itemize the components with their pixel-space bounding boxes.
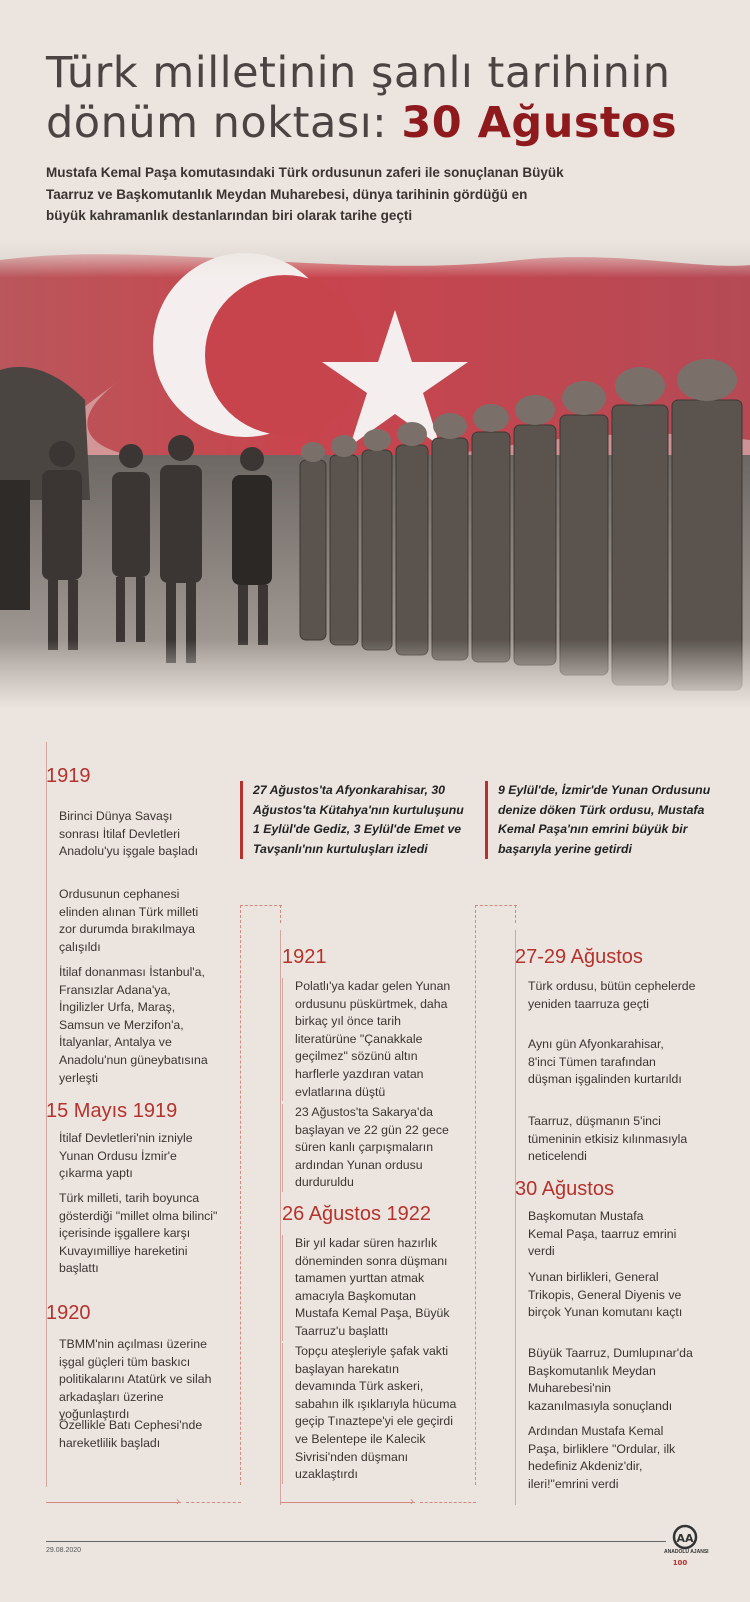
agency-name: ANADOLU AJANSI xyxy=(664,1549,709,1555)
col2-1922-item2: Topçu ateşleriyle şafak vakti başlayan harekatın devamında Türk askeri, sabahın ilk ışıklarıyla hücuma geçip Tınaztepe'yi ele geçirdi ve Belentepe ile Kalecik Sivrisi'nden düşmanı uzaklaştırdı xyxy=(282,1343,457,1484)
col3-year-27-29-agustos: 27-29 Ağustos xyxy=(515,946,643,968)
col3-30-item4: Ardından Mustafa Kemal Paşa, birliklere "Ordular, ilk hedefiniz Akdeniz'dir, ileri!"emrini verdi xyxy=(515,1423,690,1493)
col1-1919-item3: İtilaf donanması İstanbul'a, Fransızlar Adana'ya, İngilizler Urfa, Maraş, Samsun ve Merzifon'a, İtalyanlar, Antalya ve Anadolu'nun güneybatısına yerleşti xyxy=(46,964,214,1087)
footer-date: 29.08.2020 xyxy=(46,1547,82,1554)
connector-3b-dashed xyxy=(515,905,516,923)
col1-1919-item2: Ordusunun cephanesi elinden alınan Türk milleti zor durumda bırakılmaya çalışıldı xyxy=(46,886,214,956)
col2-arrow-head-icon: › xyxy=(410,1494,414,1508)
col1-year-1919: 1919 xyxy=(46,765,91,787)
col1-year-15-mayis-1919: 15 Mayıs 1919 xyxy=(46,1100,178,1122)
col3-27-item2: Aynı gün Afyonkarahisar, 8'inci Tümen tarafından düşman işgalinden kurtarıldı xyxy=(515,1036,690,1089)
title-line1: Türk milletinin şanlı tarihinin xyxy=(46,48,671,98)
col1-arrow-head-icon: › xyxy=(176,1494,180,1508)
col2-1921-item1: Polatlı'ya kadar gelen Yunan ordusunu püskürtmek, daha birkaç yıl önce tarih literatürüne "Çanakkale geçilmez" sözünü altın harflerle yazdıran vatan evlatlarına düştü xyxy=(282,978,460,1101)
col3-30-item3: Büyük Taarruz, Dumlupınar'da Başkomutanlık Meydan Muharebesi'nin kazanılmasıyla sonuçlandı xyxy=(515,1345,695,1415)
title-highlight: 30 Ağustos xyxy=(401,98,678,148)
logo-mark: AA xyxy=(676,1532,694,1545)
col1-mayis-item1: İtilaf Devletleri'nin izniyle Yunan Ordusu İzmir'e çıkarma yaptı xyxy=(46,1130,214,1183)
anadolu-agency-logo-icon xyxy=(660,1523,710,1573)
col3-30-item2: Yunan birlikleri, General Trikopis, General Diyenis ve birçok Yunan komutanı kaçtı xyxy=(515,1269,690,1322)
col1-mayis-item2: Türk milleti, tarih boyunca gösterdiği "millet olma bilinci" içerisinde işgallere karşı Kuvayımilliye hareketini başlattı xyxy=(46,1190,226,1278)
col1-1920-item1: TBMM'nin açılması üzerine işgal güçleri tüm baskıcı politikalarını Atatürk ve silah arkadaşları üzerine yoğunlaştırdı xyxy=(46,1336,214,1424)
footer-divider xyxy=(46,1541,666,1542)
col1-year-1920: 1920 xyxy=(46,1302,91,1324)
col3-27-item1: Türk ordusu, bütün cephelerde yeniden taarruza geçti xyxy=(515,978,700,1013)
col2-1922-item1: Bir yıl kadar süren hazırlık döneminden sonra düşmanı tamamen yurttan atmak amacıyla Başkomutan Mustafa Kemal Paşa, Büyük Taarruz'u başlattı xyxy=(282,1235,457,1341)
connector-2b-dashed xyxy=(280,905,281,923)
col3-year-30-agustos: 30 Ağustos xyxy=(515,1178,614,1200)
connector-1-dashed xyxy=(186,1502,241,1503)
col1-1919-item1: Birinci Dünya Savaşı sonrası İtilaf Devletleri Anadolu'yu işgale başladı xyxy=(46,808,214,861)
col1-arrow-line xyxy=(46,1502,181,1503)
title-line2: dönüm noktası: xyxy=(46,98,402,148)
logo-anniversary: 100 xyxy=(672,1559,688,1567)
page-title xyxy=(46,48,726,148)
col1-1920-item2: Özellikle Batı Cephesi'nde hareketlilik başladı xyxy=(46,1417,214,1452)
connector-2-dashed xyxy=(240,905,282,1485)
col2-year-26-agustos-1922: 26 Ağustos 1922 xyxy=(282,1203,432,1225)
subtitle: Mustafa Kemal Paşa komutasındaki Türk ordusunun zaferi ile sonuçlanan Büyük Taarruz ve Başkomutanlık Meydan Muharebesi, dünya tarihinin gördüğü en büyük kahramanlık destanlarından biri olarak tarihe geçti xyxy=(46,165,564,223)
connector-4-dashed xyxy=(420,1502,476,1503)
quote-1: 27 Ağustos'ta Afyonkarahisar, 30 Ağustos'ta Kütahya'nın kurtuluşunu 1 Eylül'de Gediz, 3 Eylül'de Emet ve Tavşanlı'nın kurtuluşları izledi xyxy=(240,781,470,859)
col2-1921-item2: 23 Ağustos'ta Sakarya'da başlayan ve 22 gün 22 gece süren kanlı çarpışmaların ardından Yunan ordusu durduruldu xyxy=(282,1104,452,1192)
col3-30-item1: Başkomutan Mustafa Kemal Paşa, taarruz emrini verdi xyxy=(515,1208,680,1261)
col2-arrow-line xyxy=(280,1502,415,1503)
quote-2: 9 Eylül'de, İzmir'de Yunan Ordusunu denize döken Türk ordusu, Mustafa Kemal Paşa'nın emrini büyük bir başarıyla yerine getirdi xyxy=(485,781,715,859)
hero-image xyxy=(0,240,750,710)
flag-and-soldiers-illustration xyxy=(0,240,750,710)
col3-27-item3: Taarruz, düşmanın 5'inci tümeninin etkisiz kılınmasıyla neticelendi xyxy=(515,1113,690,1166)
connector-3-dashed xyxy=(475,905,517,1485)
col2-year-1921: 1921 xyxy=(282,946,327,968)
col2-timeline-line xyxy=(280,930,281,1505)
